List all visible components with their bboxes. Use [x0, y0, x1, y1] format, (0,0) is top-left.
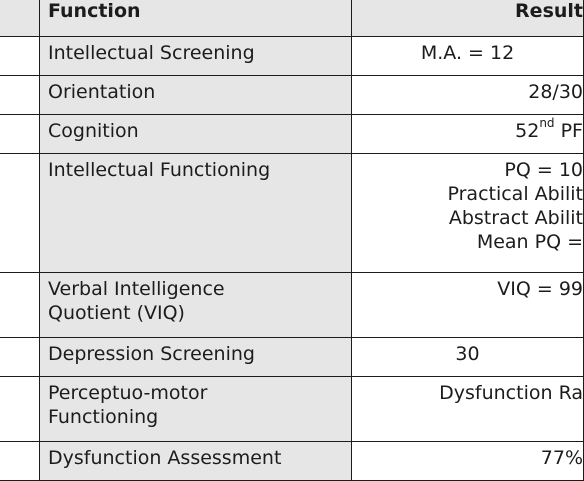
function-text: Perceptuo-motor	[48, 382, 208, 404]
function-cell	[40, 273, 352, 338]
row-left-blank	[0, 37, 40, 76]
table-row	[0, 377, 584, 442]
function-cell: Orientation	[40, 76, 352, 115]
result-cell	[352, 115, 584, 154]
result-text: 28/30	[528, 81, 583, 103]
result-text: 77%	[540, 447, 583, 469]
result-text-main: 52	[515, 120, 540, 142]
result-text: Practical Abilit	[447, 183, 583, 205]
function-cell: Cognition	[40, 115, 352, 154]
result-text: VIQ = 99	[497, 278, 583, 300]
function-cell: Dysfunction Assessment	[40, 442, 352, 481]
table-row	[0, 442, 584, 481]
header-left-blank	[0, 0, 40, 37]
row-left-blank	[0, 115, 40, 154]
row-left-blank	[0, 442, 40, 481]
table-header-row	[0, 0, 584, 37]
header-result: Result	[352, 0, 584, 37]
result-cell	[352, 76, 584, 115]
table-row	[0, 273, 584, 338]
result-cell	[352, 154, 584, 273]
result-cell	[352, 273, 584, 338]
result-text: 30	[455, 343, 480, 365]
function-text: Quotient (VIQ)	[48, 302, 185, 324]
result-text: Abstract Abilit	[448, 207, 583, 229]
function-cell	[40, 377, 352, 442]
result-cell	[352, 338, 584, 377]
function-text: Verbal Intelligence	[48, 278, 225, 300]
table-row	[0, 338, 584, 377]
result-text: PQ = 10	[504, 159, 583, 181]
result-text: Mean PQ =	[476, 231, 583, 253]
table-row	[0, 37, 584, 76]
result-cell	[352, 37, 584, 76]
result-text: M.A. = 12	[420, 42, 515, 64]
table-row	[0, 154, 584, 273]
result-cell	[352, 442, 584, 481]
row-left-blank	[0, 273, 40, 338]
function-cell: Intellectual Screening	[40, 37, 352, 76]
table-row	[0, 76, 584, 115]
row-left-blank	[0, 338, 40, 377]
row-left-blank	[0, 76, 40, 115]
function-text: Functioning	[48, 406, 159, 428]
result-text: Dysfunction Ra	[439, 382, 583, 404]
function-cell: Depression Screening	[40, 338, 352, 377]
result-text-tail: PF	[554, 120, 583, 142]
result-text-superscript: nd	[539, 115, 555, 130]
row-left-blank	[0, 377, 40, 442]
function-cell: Intellectual Functioning	[40, 154, 352, 273]
result-cell	[352, 377, 584, 442]
header-function: Function	[40, 0, 352, 37]
row-left-blank	[0, 154, 40, 273]
table-row	[0, 115, 584, 154]
